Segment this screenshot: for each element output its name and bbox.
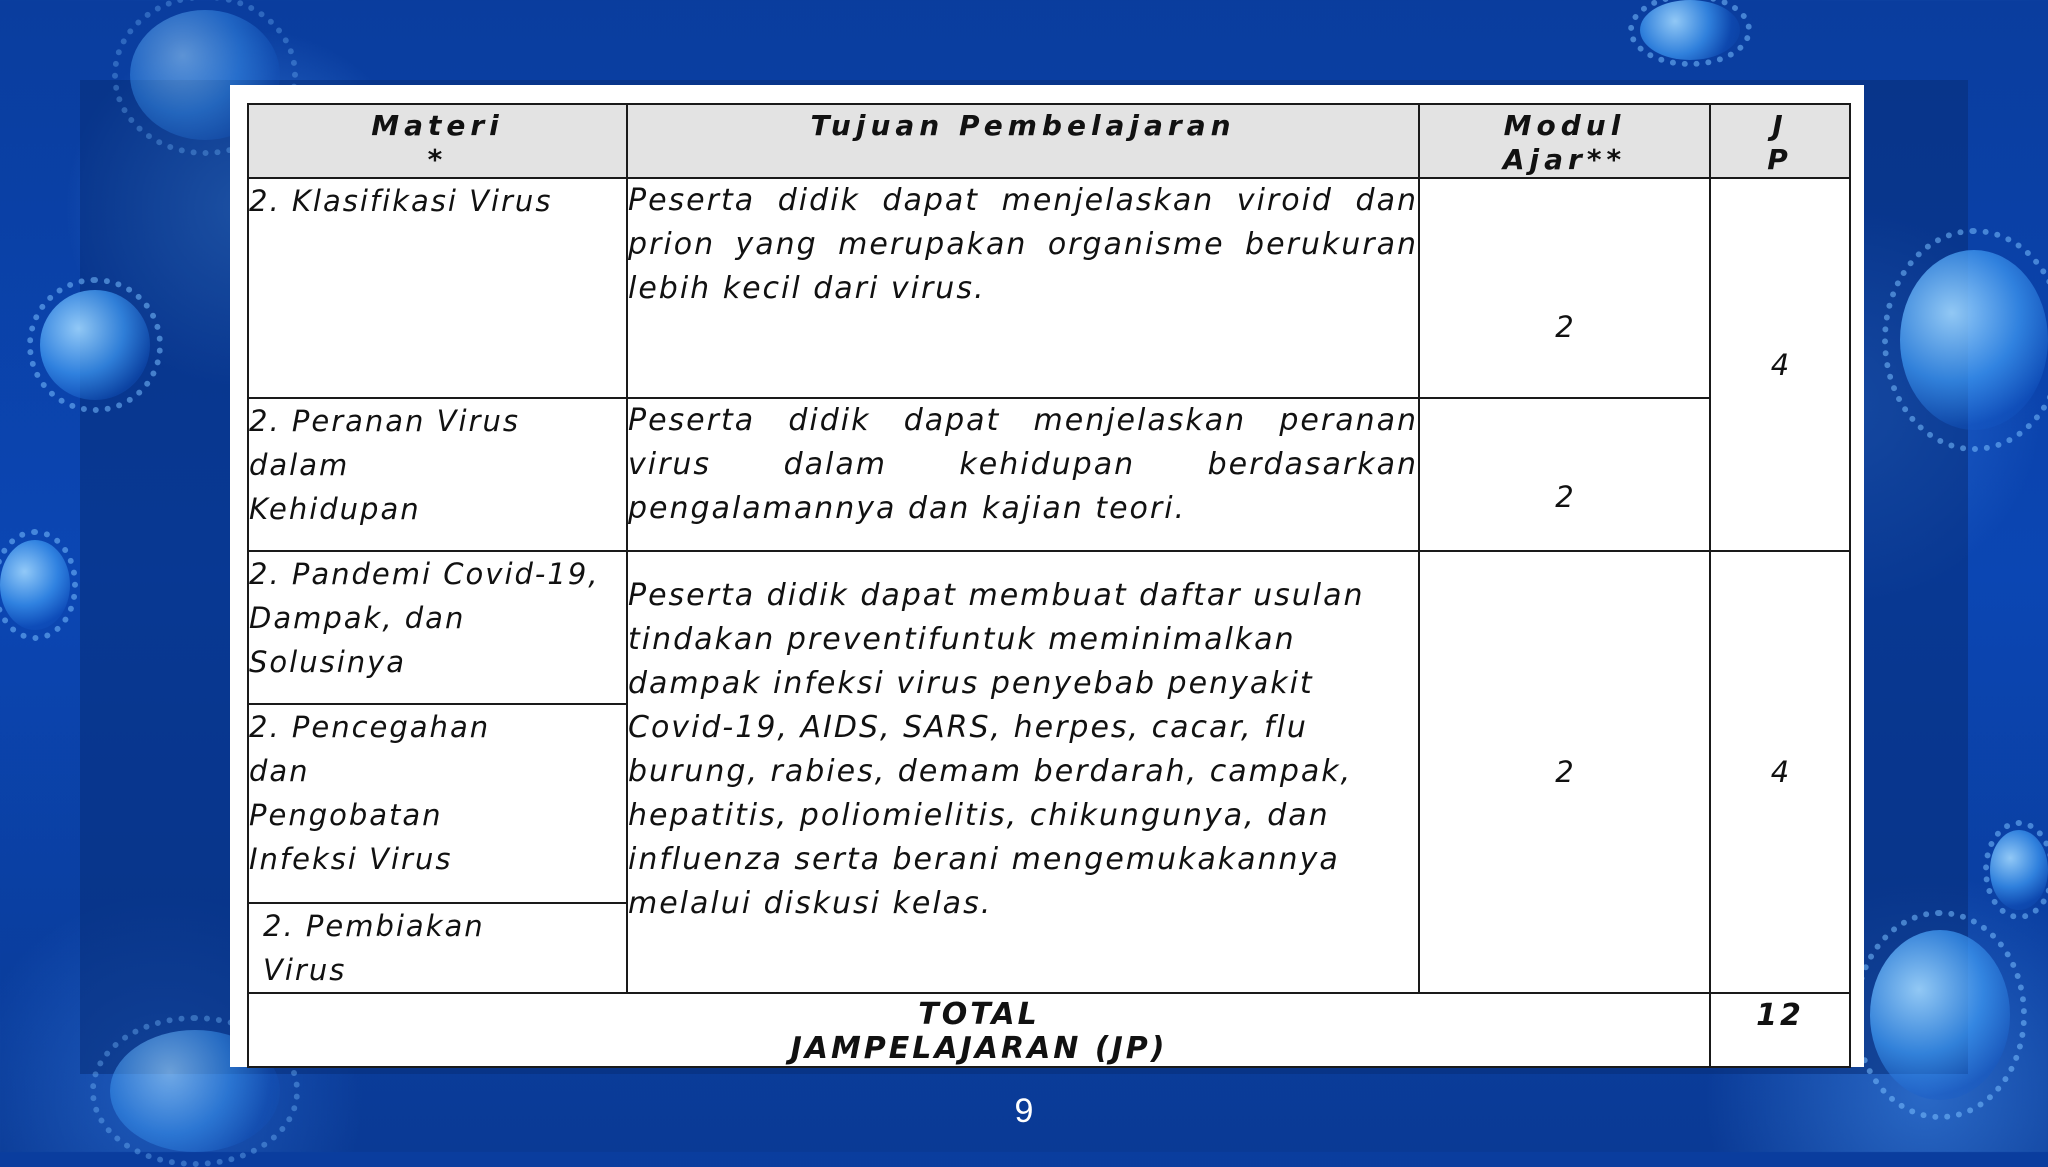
virus-decoration <box>1870 930 2010 1100</box>
virus-decoration <box>1900 250 2048 430</box>
page-number: 9 <box>1014 1092 1034 1130</box>
tujuan-cell: Peserta didik dapat membuat daftar usulan tindakan preventifuntuk meminimalkan dampak infeksi virus penyebab penyakit Covid-19, AIDS, SARS, herpes, cacar, flu burung, rabies, demam berdarah, campak, hepatitis, poliomielitis, chikungunya, dan influenza serta berani mengemukakannya melalui diskusi kelas. <box>627 551 1419 993</box>
total-label: TOTAL JAMPELAJARAN (JP) <box>248 993 1710 1067</box>
total-value: 12 <box>1710 993 1850 1067</box>
jp-cell: 4 <box>1710 178 1850 551</box>
modul-ajar-cell: 2 <box>1419 178 1710 398</box>
header-modul-ajar: Modul Ajar** <box>1419 104 1710 178</box>
materi-cell: 2. Pembiakan Virus <box>248 903 627 993</box>
materi-cell: 2. Pencegahan dan Pengobatan Infeksi Virus <box>248 704 627 903</box>
header-tujuan: Tujuan Pembelajaran <box>627 104 1419 178</box>
tujuan-cell: Peserta didik dapat menjelaskan viroid dan prion yang merupakan organisme berukuran lebih kecil dari virus. <box>627 178 1419 398</box>
table-row <box>248 551 1850 704</box>
header-jp: J P <box>1710 104 1850 178</box>
virus-decoration <box>0 540 70 630</box>
tujuan-cell: Peserta didik dapat menjelaskan peranan virus dalam kehidupan berdasarkan pengalamannya dan kajian teori. <box>627 398 1419 551</box>
virus-decoration <box>1990 830 2048 910</box>
materi-cell: 2. Klasifikasi Virus <box>248 178 627 398</box>
materi-cell: 2. Pandemi Covid-19, Dampak, dan Solusinya <box>248 551 627 704</box>
table-row <box>248 178 1850 398</box>
materi-cell: 2. Peranan Virus dalam Kehidupan <box>248 398 627 551</box>
lesson-plan-table <box>247 103 1851 1068</box>
table-header-row <box>248 104 1850 178</box>
table-row <box>248 398 1850 551</box>
modul-ajar-cell: 2 <box>1419 398 1710 551</box>
virus-decoration <box>1640 0 1740 60</box>
virus-decoration <box>40 290 150 400</box>
header-materi: Materi * <box>248 104 627 178</box>
document-sheet <box>230 85 1864 1067</box>
jp-cell: 4 <box>1710 551 1850 993</box>
total-row <box>248 993 1850 1067</box>
modul-ajar-cell: 2 <box>1419 551 1710 993</box>
